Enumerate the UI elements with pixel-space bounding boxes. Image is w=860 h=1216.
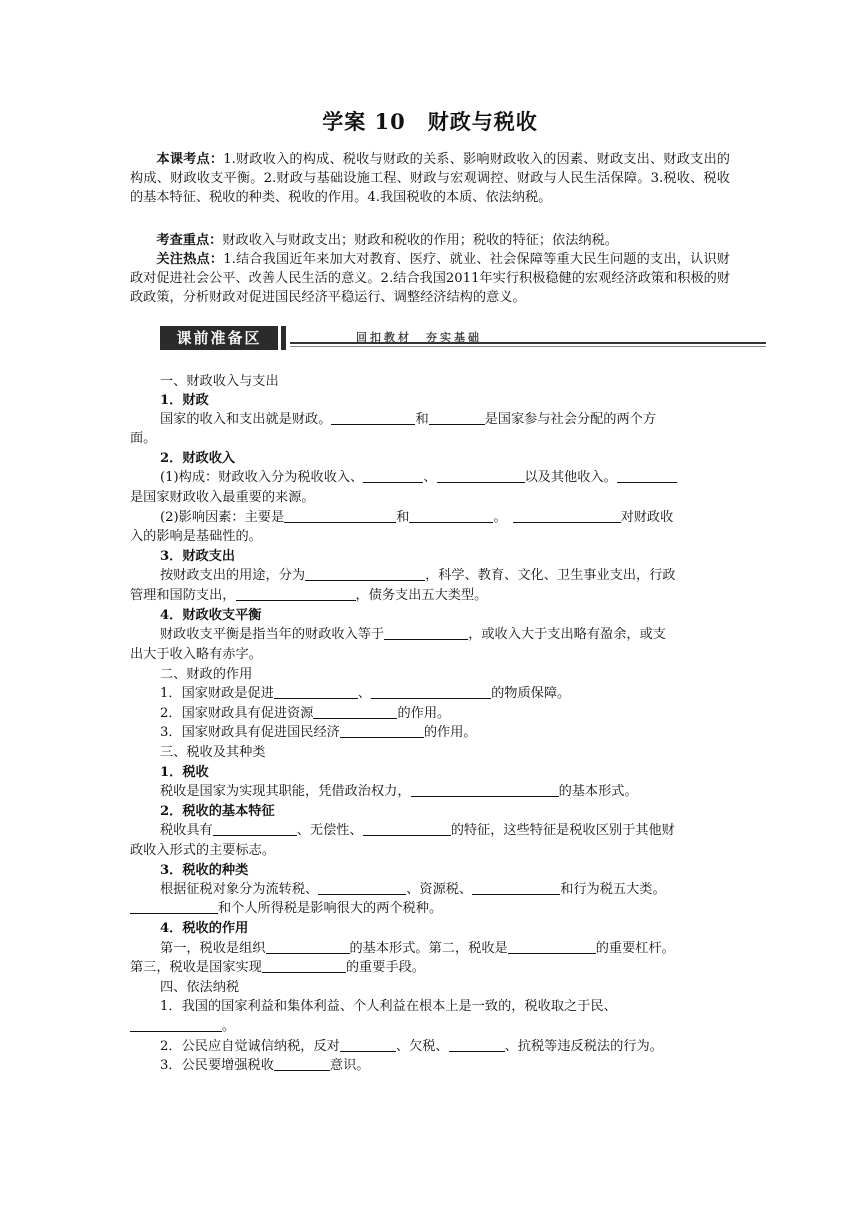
section-heading: 一、财政收入与支出 [160, 374, 279, 389]
text: 的重要杠杆。 [595, 941, 675, 956]
text: 2．公民应自觉诚信纳税，反对 [160, 1039, 340, 1054]
text-line [160, 566, 676, 585]
text-line [160, 939, 675, 958]
text: 以及其他收入。 [524, 470, 617, 485]
text: ，或收入大于支出略有盈余，或支 [468, 627, 666, 642]
fill-blank[interactable] [617, 468, 677, 483]
sub-heading: 3．税收的种类 [160, 863, 249, 878]
text-line [160, 782, 638, 801]
section-heading: 二、财政的作用 [160, 667, 253, 682]
page-title: 学案 10 财政与税收 [322, 109, 538, 134]
fill-blank[interactable] [513, 508, 621, 523]
text: 、抗税等违反税法的行为。 [504, 1039, 663, 1054]
text: 和行为税五大类。 [560, 882, 666, 897]
text-line: 是国家财政收入最重要的来源。 [130, 490, 315, 505]
text-line [160, 1056, 369, 1075]
fill-blank[interactable] [130, 1017, 222, 1032]
fill-blank[interactable] [363, 821, 451, 836]
text: 和 [415, 412, 429, 427]
intro-kaodian [130, 150, 730, 207]
banner-rule-thin [290, 346, 766, 347]
section-heading: 三、税收及其种类 [160, 745, 266, 760]
text: 的基本形式。 [558, 784, 638, 799]
text: 意识。 [329, 1058, 370, 1073]
text: 第一，税收是组织 [160, 941, 266, 956]
text-line [160, 1037, 663, 1056]
fill-blank[interactable] [472, 880, 560, 895]
text: 、 [423, 470, 437, 485]
banner-subtitle: 回扣教材 夯实基础 [356, 331, 482, 344]
text: 税收具有 [160, 823, 213, 838]
fill-blank[interactable] [262, 958, 346, 973]
text: 是国家参与社会分配的两个方 [484, 412, 657, 427]
sub-heading: 1．税收 [160, 765, 209, 780]
text: 的重要手段。 [345, 960, 425, 975]
text: 。 [222, 1019, 236, 1034]
text: 的基本形式。第二，税收是 [349, 941, 508, 956]
fill-blank[interactable] [266, 939, 350, 954]
fill-blank[interactable] [384, 625, 468, 640]
text: 3．公民要增强税收 [160, 1058, 274, 1073]
text: 、欠税、 [395, 1039, 449, 1054]
redian-label: 关注热点： [156, 252, 224, 267]
sub-heading: 2．税收的基本特征 [160, 804, 275, 819]
text-line: 面。 [130, 431, 157, 446]
text-line: 政收入形式的主要标志。 [130, 843, 276, 858]
text-line [160, 508, 673, 527]
fill-blank[interactable] [340, 723, 424, 738]
fill-blank[interactable] [449, 1037, 505, 1052]
sub-heading: 2．财政收入 [160, 451, 236, 466]
kaodian-label: 本课考点： [156, 152, 224, 167]
fill-blank[interactable] [409, 508, 493, 523]
text: 对财政收 [620, 510, 674, 525]
fill-blank[interactable] [371, 684, 491, 699]
text-line [130, 1017, 235, 1036]
banner-tag: 课前准备区 [160, 326, 278, 350]
text: (2)影响因素：主要是 [160, 510, 285, 525]
intro-redian [130, 250, 730, 307]
text: 第三，税收是国家实现 [130, 960, 262, 975]
text-line [130, 958, 425, 977]
redian-text: 1.结合我国近年来加大对教育、医疗、就业、社会保障等重大民生问题的支出，认识财政对促进社会公平、改善人民生活的意义。2.结合我国2011年实行积极稳健的宏观经济政策和积极的财政政策，分析财政对促进国民经济平稳运行、调整经济结构的意义。 [130, 252, 731, 305]
fill-blank[interactable] [340, 1037, 396, 1052]
text: 管理和国防支出， [130, 588, 236, 603]
text: 、资源税、 [406, 882, 473, 897]
fill-blank[interactable] [429, 410, 485, 425]
fill-blank[interactable] [437, 468, 525, 483]
fill-blank[interactable] [318, 880, 406, 895]
text: 的作用。 [423, 725, 477, 740]
text-line [160, 625, 666, 644]
sub-heading: 4．税收的作用 [160, 921, 249, 936]
section-banner [160, 323, 766, 353]
text-line [160, 880, 666, 899]
text-line [160, 821, 675, 840]
fill-blank[interactable] [305, 566, 425, 581]
banner-bar [281, 326, 286, 350]
text: 根据征税对象分为流转税、 [160, 882, 319, 897]
text-line [160, 410, 656, 429]
text-line: 1．我国的国家利益和集体利益、个人利益在根本上是一致的，税收取之于民、 [160, 999, 617, 1014]
text: 的物质保障。 [491, 686, 571, 701]
zhongdian-label: 考查重点： [156, 233, 223, 248]
intro-zhongdian [130, 231, 730, 250]
text-line [130, 586, 487, 605]
text: 按财政支出的用途，分为 [160, 568, 306, 583]
fill-blank[interactable] [363, 468, 423, 483]
kaodian-text: 1.财政收入的构成、税收与财政的关系、影响财政收入的因素、财政支出、财政支出的构成、财政收支平衡。2.财政与基础设施工程、财政与宏观调控、财政与人民生活保障。3.税收、税收的基本特征、税收的种类、税收的作用。4.我国税收的本质、依法纳税。 [130, 152, 730, 205]
text: 的作用。 [397, 706, 451, 721]
fill-blank[interactable] [274, 684, 358, 699]
text: 3．国家财政具有促进国民经济 [160, 725, 340, 740]
text: 2．国家财政具有促进资源 [160, 706, 314, 721]
zhongdian-text: 财政收入与财政支出；财政和税收的作用；税收的特征；依法纳税。 [222, 233, 618, 248]
text: 的特征，这些特征是税收区别于其他财 [450, 823, 675, 838]
text: ，科学、教育、文化、卫生事业支出，行政 [425, 568, 676, 583]
text-line [160, 468, 677, 487]
text: 1．国家财政是促进 [160, 686, 274, 701]
text: (1)构成：财政收入分为税收收入、 [160, 470, 364, 485]
text: 和 [396, 510, 410, 525]
fill-blank[interactable] [236, 586, 356, 601]
fill-blank[interactable] [274, 1056, 330, 1071]
text-line: 出大于收入略有赤字。 [130, 647, 262, 662]
text: 、 [357, 686, 372, 701]
text: 财政收支平衡是指当年的财政收入等于 [160, 627, 385, 642]
sub-heading: 4．财政收支平衡 [160, 608, 262, 623]
sub-heading: 1．财政 [160, 393, 209, 408]
text: 、无偿性、 [296, 823, 363, 838]
text-line [160, 704, 450, 723]
text-line [130, 899, 442, 918]
sub-heading: 3．财政支出 [160, 549, 236, 564]
text-line [160, 684, 570, 703]
fill-blank[interactable] [313, 704, 397, 719]
fill-blank[interactable] [284, 508, 396, 523]
text: 和个人所得税是影响很大的两个税种。 [218, 901, 443, 916]
text: 税收是国家为实现其职能，凭借政治权力， [160, 784, 411, 799]
section-heading: 四、依法纳税 [160, 980, 240, 995]
fill-blank[interactable] [331, 410, 415, 425]
fill-blank[interactable] [130, 899, 218, 914]
fill-blank[interactable] [411, 782, 559, 797]
text-line: 入的影响是基础性的。 [130, 529, 262, 544]
text-line [160, 723, 477, 742]
text: 国家的收入和支出就是财政。 [160, 412, 332, 427]
fill-blank[interactable] [508, 939, 596, 954]
fill-blank[interactable] [213, 821, 297, 836]
text: 。 [493, 510, 507, 525]
text: ，债务支出五大类型。 [355, 588, 488, 603]
